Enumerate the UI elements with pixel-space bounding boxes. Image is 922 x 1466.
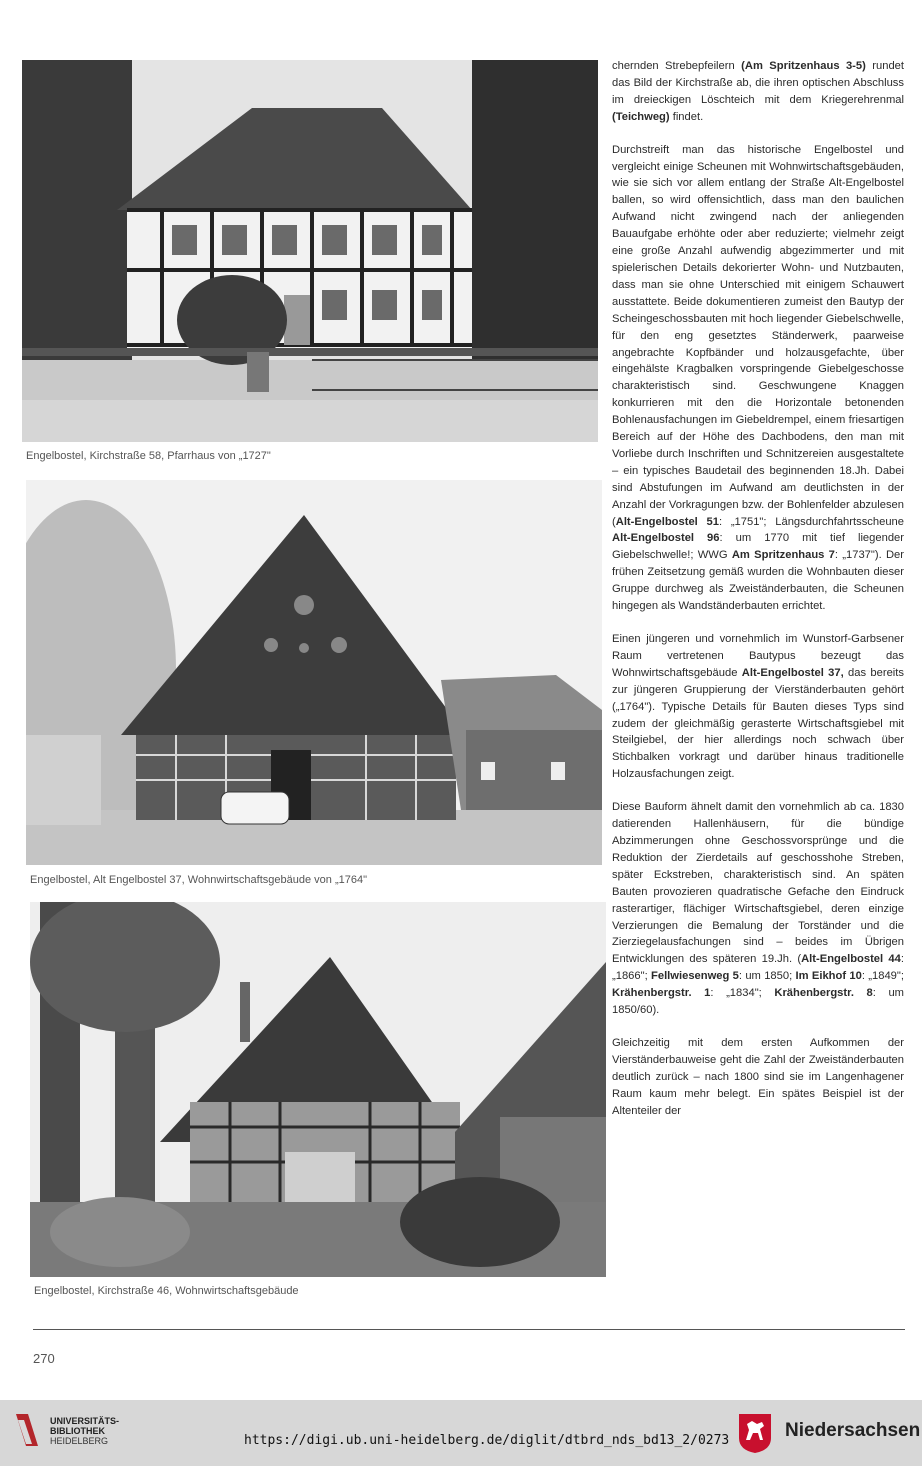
hall-house-illustration <box>30 902 606 1277</box>
caption-photo-3: Engelbostel, Kirchstraße 46, Wohnwirtschaftsgebäude <box>34 1285 299 1297</box>
barn-illustration <box>26 480 602 865</box>
caption-photo-1: Engelbostel, Kirchstraße 58, Pfarrhaus von „1727" <box>26 450 271 462</box>
photo-wohnwirtschaftsgebaeude-1764 <box>26 480 602 865</box>
p4-bold-1: Alt-Engelbostel 44 <box>801 953 901 966</box>
p2-bold-1: Alt-Engelbostel 51 <box>615 515 719 528</box>
niedersachsen-label[interactable]: Niedersachsen <box>785 1420 921 1441</box>
library-name <box>50 1416 119 1446</box>
p4-text-1: Diese Bauform ähnelt damit den vornehmlich ab ca. 1830 datierenden Hallenhäusern, für die bündige Abzimmerungen ohne Geschossvorsprünge und die Reduktion der Zierdetails auf geschosshohe Streben, später Eckstreben, charakteristisch sind. An späten Bauten provozieren quadratische Gefache den Eindruck rasterartiger, flächiger Wirtschaftsgiebel, deren einzige Verzierungen die Bemalung der Torständer und die Zierziegelausfachungen sind – beides im Übrigen Entwicklungen des späteren 19.Jh. ( <box>612 801 904 966</box>
document-url-link[interactable]: https://digi.ub.uni-heidelberg.de/diglit/dtbrd_nds_bd13_2/0273 <box>244 1433 730 1448</box>
p1-text-2: rundet das Bild der Kirchstraße ab, die ihren optischen Abschluss im dreieckigen Löschteich mit dem Kriegerehrenmal <box>612 60 904 106</box>
p4-text-6: : um 1850/60). <box>612 987 904 1017</box>
paragraph-4 <box>612 799 904 1019</box>
p1-bold-2: (Teichweg) <box>612 110 670 123</box>
p4-text-4: : „1849"; <box>861 970 904 983</box>
pfarrhaus-illustration <box>22 60 598 442</box>
p2-text-1: Durchstreift man das historische Engelbostel und vergleicht einige Scheunen mit Wohnwirtschaftsgebäuden, wie sie sich vor allem entlang der Straße Alt-Engelbostel ballen, so wird offensichtlich, dass man den baulichen Aufwand nicht zwingend nach der anliegenden Bauaufgabe erhöhte oder aber reduzierte; vielmehr zeigt eine große Anzahl aufwendig abgezimmerter und mit spielerischen Details dekorierter Wohn- und Nutzbauten, dass man sie ohne Unterschied mit einigem Schauwert ausstattete. Beide dokumentieren zumeist den Bautyp der Scheingeschossbauten mit hoch liegender Giebelschwelle, für den eng gesetztes Ständerwerk, paarweise angebrachte Kopfbänder und holzausgefachte, über eingehälste Kragbalken vorspringende Giebelgeschosse charakteristisch sind. Geschwungene Knaggen konkurrieren mit den die Horizontale betonenden Bohlenausfachungen im Giebeldrempel, einem friesartigen Bereich auf der Höhe des Dachbodens, den man mit Vorliebe durch Inschriften und Schnitzereien ausgestaltete – ein typisches Baudetail des beginnenden 18.Jh. Dabei sind Abstufungen im Aufwand am deutlichsten in der Anzahl der Vorkragungen bzw. der Bohlenfelder abzulesen ( <box>612 143 904 528</box>
library-line-2: BIBLIOTHEK <box>50 1426 105 1436</box>
body-text-column <box>612 58 904 1135</box>
niedersachsen-horse-crest-icon[interactable] <box>737 1412 773 1454</box>
p4-bold-2: Fellwiesenweg 5 <box>651 970 739 983</box>
p4-text-3: : um 1850; <box>738 970 796 983</box>
p5-text-1: Gleichzeitig mit dem ersten Aufkommen der Vierständerbauweise geht die Zahl der Zweiständerbauten deutlich zurück – nach 1800 sind sie im Langenhagener Raum kaum mehr belegt. Ein spätes Beispiel ist der Altenteiler der <box>612 1036 904 1117</box>
p2-text-4: : „1737"). Der frühen Zeitsetzung gemäß wurden die Wohnbauten dieser Gruppe durchweg als Zweiständerbauten, die Scheunen hingegen als Wandständerbauten errichtet. <box>612 549 904 613</box>
p4-bold-5: Krähenbergstr. 8 <box>774 987 873 1000</box>
paragraph-1 <box>612 58 904 126</box>
p1-text-1: chernden Strebepfeilern <box>612 60 742 72</box>
caption-photo-2: Engelbostel, Alt Engelbostel 37, Wohnwirtschaftsgebäude von „1764" <box>30 874 367 886</box>
p2-bold-3: Am Spritzenhaus 7 <box>731 549 835 562</box>
paragraph-5 <box>612 1035 904 1120</box>
p1-text-3: findet. <box>669 110 704 123</box>
viewer-footer <box>0 1400 922 1466</box>
paragraph-3 <box>612 631 904 783</box>
p3-text-2: das bereits zur jüngeren Gruppierung der Vierständerbauten gehört („1764"). Typische Details für Bauten dieses Typs sind zudem der gleichmäßig gerasterte Wirtschaftsgiebel mit Steilgiebel, der hier allerdings noch schwach über Stichbalken vorkragt und darüber hinaus traditionelle Holzausfachungen zeigt. <box>612 666 904 781</box>
photo-kirchstrasse-46 <box>30 902 606 1277</box>
p3-bold-1: Alt-Engelbostel 37, <box>741 666 844 679</box>
p1-bold-1: (Am Spritzenhaus 3-5) <box>741 60 866 72</box>
library-line-3: HEIDELBERG <box>50 1436 109 1446</box>
p2-text-3: : um 1770 mit tief liegender Giebelschwelle!; WWG <box>612 532 904 562</box>
p4-bold-4: Krähenbergstr. 1 <box>612 987 711 1000</box>
p3-text-1: Einen jüngeren und vornehmlich im Wunstorf-Garbsener Raum vertretenen Bautypus bezeugt das Wohnwirtschaftsgebäude <box>612 633 904 679</box>
page-number: 270 <box>33 1351 55 1366</box>
photo-pfarrhaus <box>22 60 598 442</box>
p4-bold-3: Im Eikhof 10 <box>795 970 862 983</box>
p4-text-2: : „1866"; <box>612 953 904 983</box>
p4-text-5: : „1834"; <box>710 987 775 1000</box>
paragraph-2 <box>612 142 904 615</box>
p2-text-2: : „1751"; Längsdurchfahrtsscheune <box>718 515 904 528</box>
heidelberg-library-logo-icon[interactable] <box>14 1410 40 1450</box>
library-line-1: UNIVERSITÄTS- <box>50 1416 120 1426</box>
p2-bold-2: Alt-Engelbostel 96 <box>612 532 720 545</box>
footer-divider <box>33 1329 905 1330</box>
